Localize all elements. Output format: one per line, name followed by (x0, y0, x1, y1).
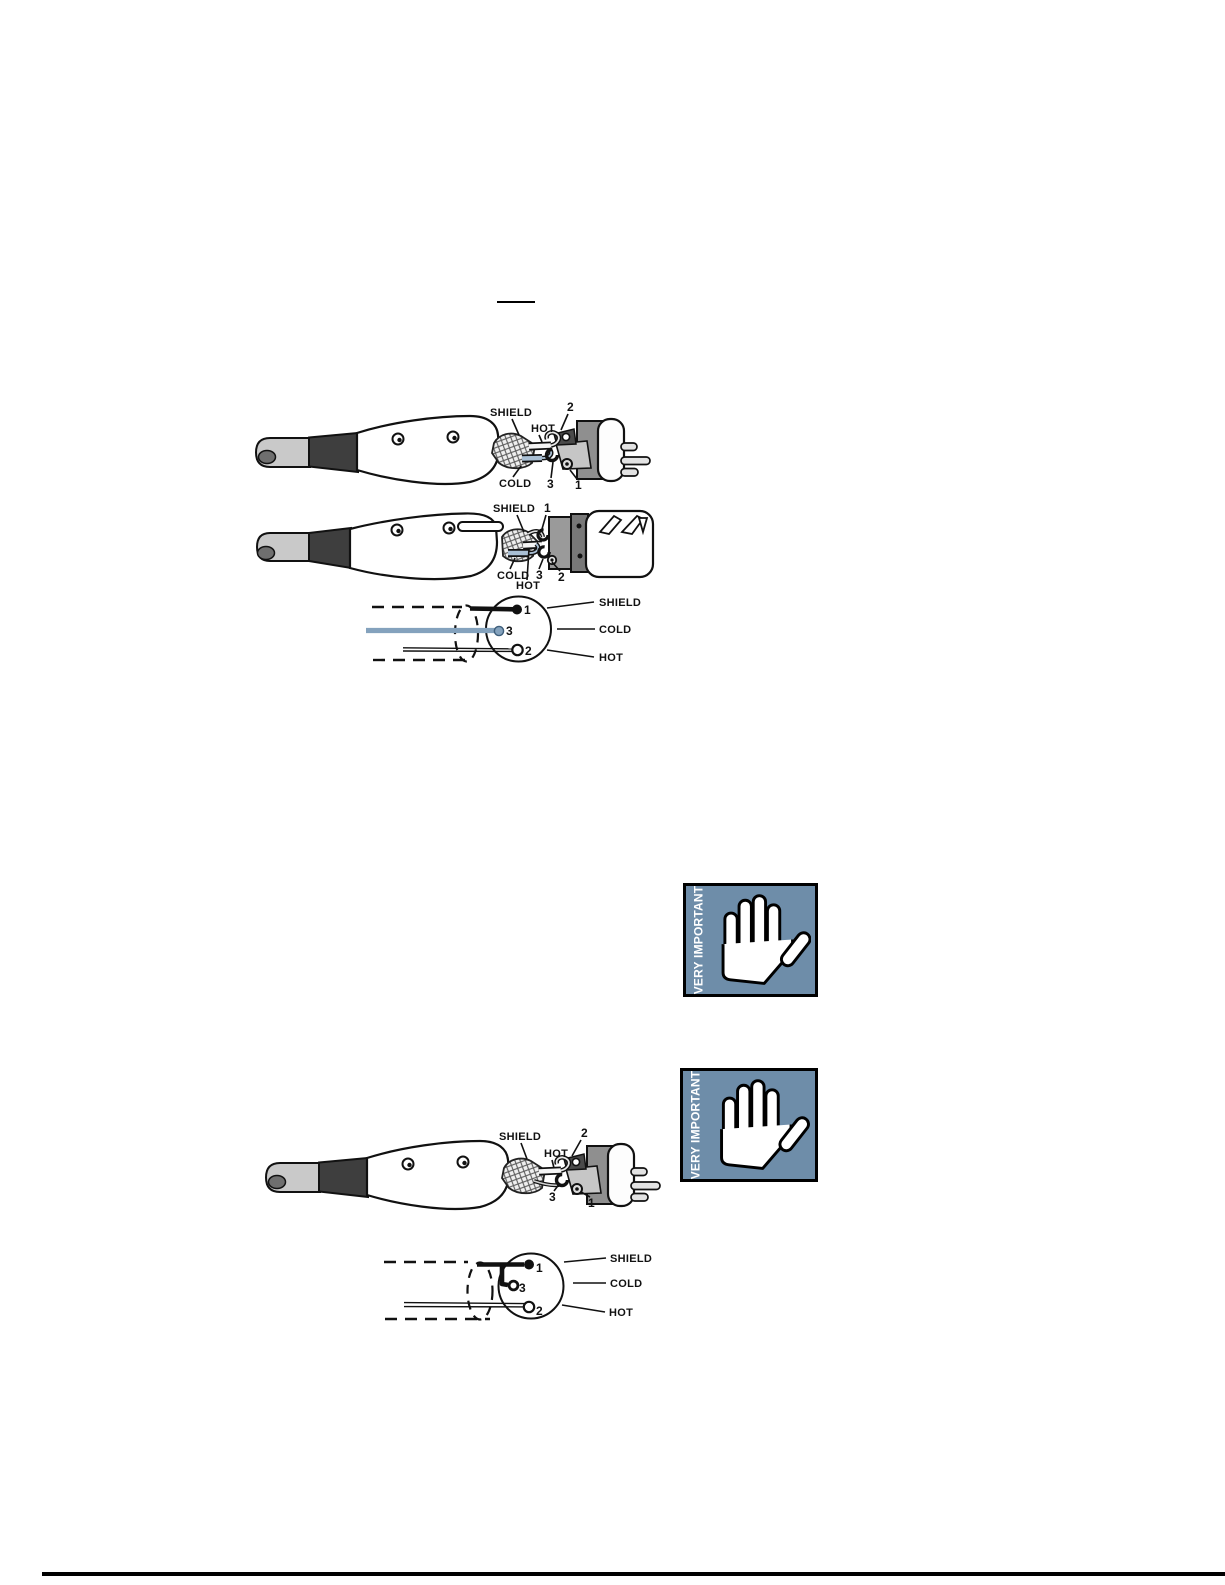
unbalanced-wiring-pinout-diagram (368, 1248, 658, 1333)
underline-mark (497, 301, 535, 303)
hot-label: HOT (544, 1148, 569, 1160)
very-important-badge (680, 1068, 818, 1182)
xlr-connector-body (564, 1144, 660, 1206)
very-important-badge (683, 883, 818, 997)
leader-pin3 (551, 462, 553, 478)
xlr-boot (350, 513, 503, 579)
pin1-label: 1 (575, 478, 582, 492)
pin3-number: 3 (506, 624, 513, 638)
shield-braid (502, 1159, 545, 1194)
pin3-label: 3 (536, 568, 543, 582)
xlr-connector-body (549, 511, 653, 577)
cable-jacket-dashed (384, 1262, 493, 1320)
pin3-dot (509, 1281, 518, 1290)
pin1-label: 1 (588, 1196, 595, 1210)
cable-jacket-dashed (372, 606, 478, 662)
leader-shield (521, 1143, 527, 1159)
pin1-dot (524, 1260, 534, 1270)
page-bottom-rule (42, 1572, 1225, 1576)
balanced-female-xlr-diagram (240, 492, 670, 597)
pin2-label: 2 (567, 400, 574, 414)
leader-shield (547, 602, 594, 608)
very-important-label: VERY IMPORTANT (691, 885, 706, 995)
shield-label: SHIELD (499, 1131, 542, 1143)
cold-legend: COLD (599, 624, 632, 636)
pin2-label: 2 (558, 570, 565, 584)
leader-hot (539, 435, 542, 442)
pin1-label: 1 (544, 501, 551, 515)
cold-legend: COLD (610, 1278, 643, 1290)
pin2-number: 2 (525, 644, 532, 658)
xlr-boot (357, 416, 499, 484)
leader-hot (562, 1305, 605, 1312)
pin2-number: 2 (536, 1304, 543, 1318)
shield-wire-line (470, 609, 514, 610)
leader-hot (547, 650, 594, 657)
pin1-number: 1 (524, 603, 531, 617)
pin3-dot (494, 626, 503, 635)
leader-pin2 (572, 1140, 581, 1156)
hot-legend: HOT (599, 652, 624, 664)
xlr-cable (257, 528, 351, 568)
xlr-connector-body (554, 419, 650, 481)
leader-shield (564, 1258, 606, 1262)
pin3-label: 3 (547, 477, 554, 491)
leader-pin1 (542, 515, 546, 529)
stop-hand-icon (708, 1077, 811, 1173)
hot-label: HOT (531, 423, 556, 435)
shield-legend: SHIELD (599, 597, 642, 609)
pin3-label: 3 (549, 1190, 556, 1204)
hot-label: HOT (516, 580, 541, 592)
very-important-label: VERY IMPORTANT (688, 1070, 703, 1180)
cold-label: COLD (499, 478, 532, 490)
pin3-number: 3 (519, 1281, 526, 1295)
leader-shield (512, 419, 519, 435)
xlr-cable (256, 433, 358, 472)
cold-label: COLD (497, 570, 530, 582)
pin2-label: 2 (581, 1126, 588, 1140)
shield-braid (492, 434, 535, 469)
pin1-number: 1 (536, 1261, 543, 1275)
balanced-male-xlr-diagram (240, 388, 670, 493)
pin2-dot (524, 1302, 534, 1312)
stop-hand-icon (711, 892, 811, 988)
unbalanced-male-xlr-diagram (250, 1103, 680, 1215)
xlr-boot (367, 1141, 509, 1209)
xlr-cable (266, 1158, 368, 1197)
hot-legend: HOT (609, 1307, 634, 1319)
shield-legend: SHIELD (610, 1253, 653, 1265)
shield-label: SHIELD (490, 407, 533, 419)
balanced-wiring-pinout-diagram (358, 588, 648, 673)
pin1-dot (512, 605, 522, 615)
pin2-dot (512, 645, 522, 655)
shield-label: SHIELD (493, 503, 536, 515)
leader-pin2 (561, 414, 568, 430)
leader-hot (552, 1160, 554, 1168)
